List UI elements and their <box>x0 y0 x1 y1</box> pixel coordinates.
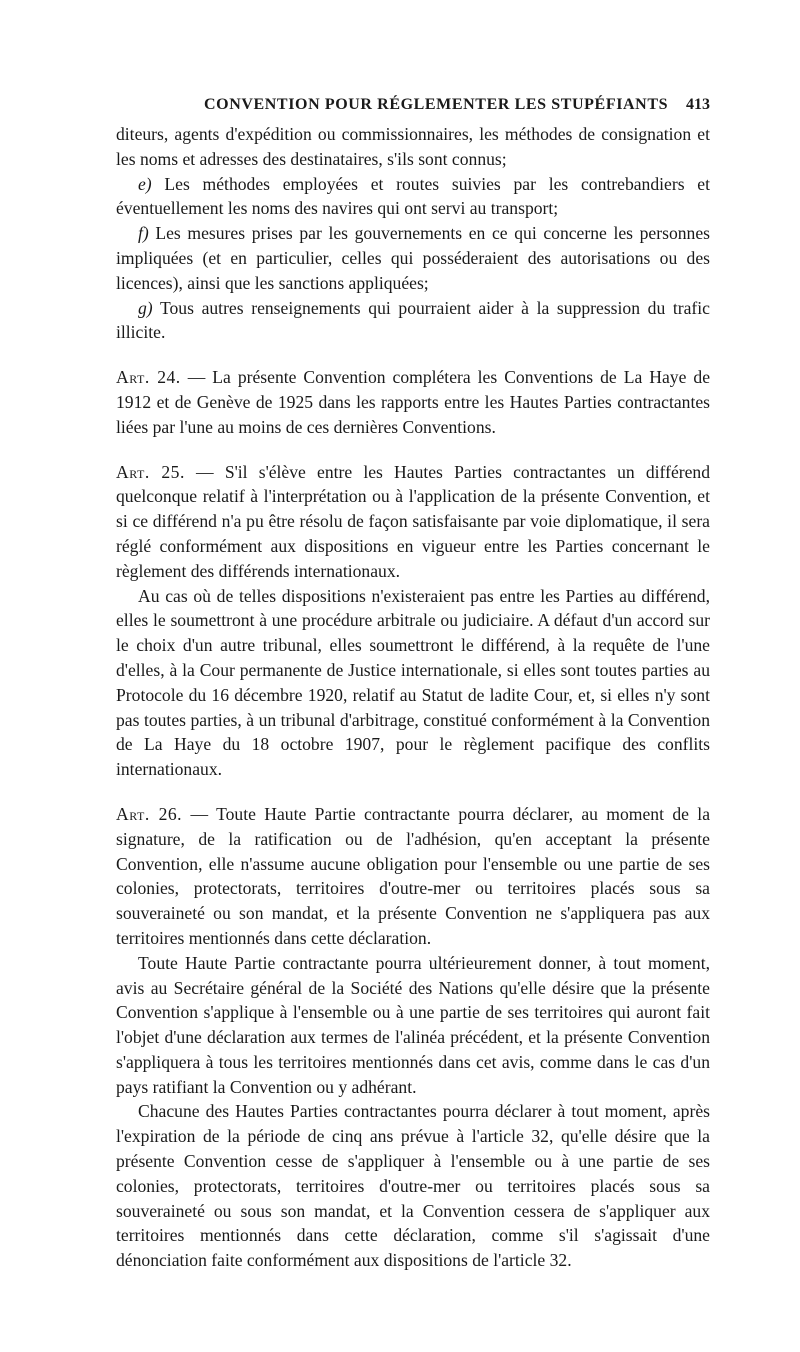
article-26 <box>116 802 710 951</box>
paragraph-text: diteurs, agents d'expédition ou commissionnaires, les méthodes de consignation et les noms et adresses des destinataires, s'ils sont connus; <box>116 124 710 169</box>
running-title: CONVENTION POUR RÉGLEMENTER LES STUPÉFIANTS <box>204 96 669 113</box>
article-text: — S'il s'élève entre les Hautes Parties contractantes un différend quelconque relatif à l'interprétation ou à l'application de la présente Convention, et si ce différend n'a pu être résolu de façon satisfaisante par voie diplomatique, il sera réglé conformément aux dispositions en vigueur entre les Parties concernant le règlement des différends internationaux. <box>116 461 711 581</box>
article-text: — Toute Haute Partie contractante pourra déclarer, au moment de la signature, de la ratification ou de l'adhésion, qu'en acceptant la présente Convention, elle n'assume aucune obligation pour l'ensemble ou une partie de ses colonies, protectorats, territoires d'outre-mer ou territoires placés sous sa souveraineté ou son mandat, et la présente Convention ne s'appliquera pas aux territoires mentionnés dans cette déclaration. <box>116 803 710 948</box>
paragraph-text: Tous autres renseignements qui pourraient aider à la suppression du trafic illicite. <box>116 297 710 343</box>
page-header <box>116 96 710 120</box>
article-25 <box>116 460 710 584</box>
item-label-f: f) <box>138 223 149 244</box>
article-label: Art. 25. <box>116 461 185 482</box>
article-25-paragraph-2 <box>116 584 710 782</box>
article-text: — La présente Convention complétera les Conventions de La Haye de 1912 et de Genève de 1925 dans les rapports entre les Hautes Parties contractantes liées par l'une au moins de ces dernières Conventions. <box>116 367 710 437</box>
paragraph-text: Les mesures prises par les gouvernements en ce qui concerne les personnes impliquées (et en particulier, celles qui posséderaient des autorisations ou des licences), ainsi que les sanctions appliquées; <box>116 223 710 293</box>
article-text: Chacune des Hautes Parties contractantes pourra déclarer à tout moment, après l'expiration de la période de cinq ans prévue à l'article 32, qu'elle désire que la présente Convention cesse de s'appliquer à l'ensemble ou à une partie de ses colonies, protectorats, territoires d'outre-mer ou territoires placés sous sa souveraineté ou sous son mandat, et la Convention cessera de s'appliquer aux territoires mentionnés dans cette déclaration, comme s'il s'agissait d'une dénonciation faite conformément aux dispositions de l'article 32. <box>116 1101 710 1271</box>
page-body <box>116 122 710 1273</box>
paragraph-text: Les méthodes employées et routes suivies par les contrebandiers et éventuellement les noms des navires qui ont servi au transport; <box>116 173 710 219</box>
item-label-g: g) <box>138 297 153 318</box>
article-label: Art. 26. <box>116 803 183 824</box>
article-24 <box>116 365 710 439</box>
paragraph-e <box>116 172 710 222</box>
article-label: Art. 24. <box>116 367 181 388</box>
paragraph-f <box>116 221 710 295</box>
page-number: 413 <box>686 96 710 113</box>
article-text: Au cas où de telles dispositions n'existeraient pas entre les Parties au différend, elles le soumettront à une procédure arbitrale ou judiciaire. A défaut d'un accord sur le choix d'un autre tribunal, elles soumettront le différend, à la requête de l'une d'elles, à la Cour permanente de Justice internationale, si elles sont toutes parties au Protocole du 16 décembre 1920, relatif au Statut de ladite Cour, et, si elles n'y sont pas toutes parties, à un tribunal d'arbitrage, constitué conformément à la Convention de La Haye du 18 octobre 1907, pour le règlement pacifique des conflits internationaux. <box>116 585 710 780</box>
item-label-e: e) <box>138 173 152 194</box>
article-text: Toute Haute Partie contractante pourra ultérieurement donner, à tout moment, avis au Secrétaire général de la Société des Nations qu'elle désire que la présente Convention s'applique à l'ensemble ou à une partie de ses territoires qui auront fait l'objet d'une déclaration aux termes de l'alinéa précédent, et la présente Convention s'appliquera à tous les territoires mentionnés dans cet avis, comme dans le cas d'un pays ratifiant la Convention ou y adhérant. <box>116 952 710 1097</box>
article-26-paragraph-3 <box>116 1099 710 1273</box>
article-26-paragraph-2 <box>116 951 710 1100</box>
paragraph-g <box>116 296 710 346</box>
paragraph-continuation <box>116 122 710 172</box>
